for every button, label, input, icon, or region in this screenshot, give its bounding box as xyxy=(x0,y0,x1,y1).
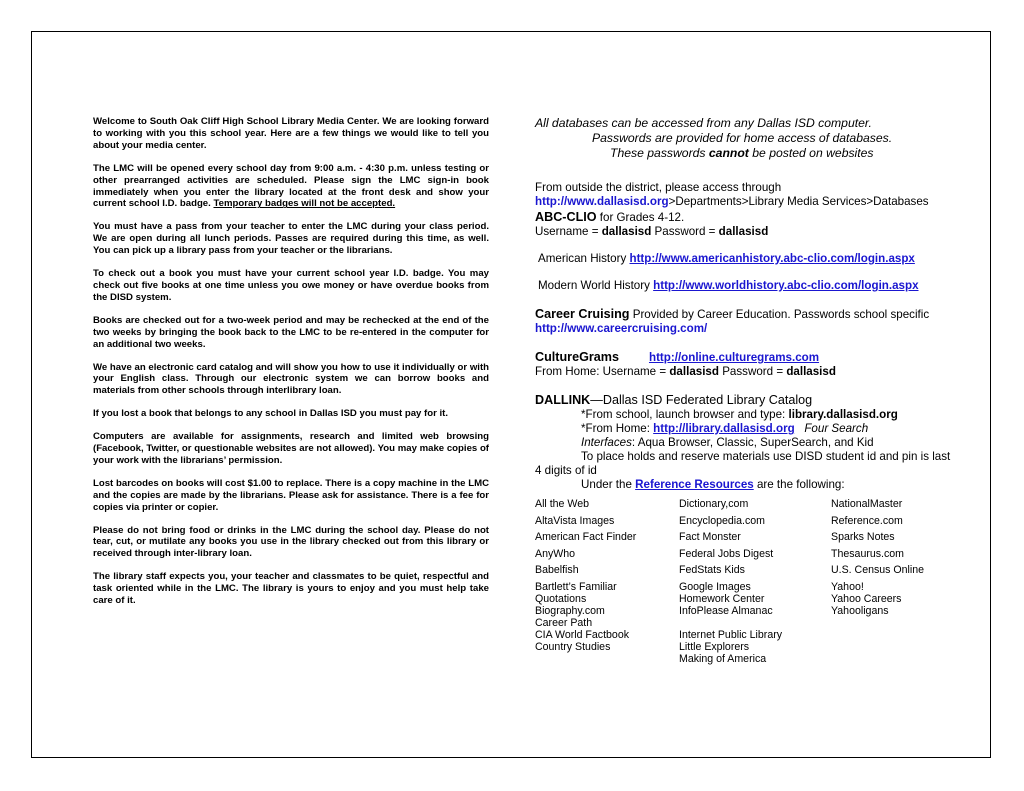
dallink-holds-line: To place holds and reserve materials use DISD student id and pin is last 4 digits of id xyxy=(535,450,951,477)
username-label: Username = xyxy=(535,225,602,238)
list-item: American Fact Finder xyxy=(535,531,637,543)
databases-intro xyxy=(535,116,955,161)
list-item: U.S. Census Online xyxy=(831,564,925,576)
food-paragraph: Please do not bring food or drinks in the LMC during the school day. Please do not tear, cut, or mutilate any books you use in the library checked out from this library or received through inter-library loan. xyxy=(93,524,489,560)
list-item: Biography.com xyxy=(535,605,605,617)
intro-line-3-a: These passwords xyxy=(610,146,709,160)
list-item: Reference.com xyxy=(831,515,903,527)
list-item: InfoPlease Almanac xyxy=(679,605,773,617)
hours-paragraph xyxy=(93,163,489,211)
list-item: Bartlett’s Familiar xyxy=(535,581,617,593)
recheck-paragraph: Books are checked out for a two-week period and may be rechecked at the end of the two weeks by bringing the book back to the LMC to be re-entered in the computer for an additional two weeks. xyxy=(93,314,489,350)
list-item: Quotations xyxy=(535,593,587,605)
american-history-line xyxy=(535,252,955,266)
career-cruising-link-line xyxy=(535,322,955,336)
temporary-badge-note: Temporary badges will not be accepted. xyxy=(213,198,396,210)
outside-access-text: From outside the district, please access through xyxy=(535,181,782,194)
list-item: Homework Center xyxy=(679,593,765,605)
dallink-home-label: *From Home: xyxy=(581,422,654,435)
password-value: dallasisd xyxy=(718,225,769,238)
career-cruising-line xyxy=(535,307,955,322)
modern-world-history-line xyxy=(535,279,955,293)
career-cruising-title: Career Cruising xyxy=(535,307,630,321)
modern-world-history-label: Modern World History xyxy=(538,279,654,292)
list-item: AltaVista Images xyxy=(535,515,615,527)
intro-line-3-c: be posted on websites xyxy=(748,146,874,160)
list-item: Yahoo! xyxy=(831,581,864,593)
list-item: Yahoo Careers xyxy=(831,593,902,605)
checkout-paragraph: To check out a book you must have your current school year I.D. badge. You may check out five books at one time unless you owe money or have overdue books from the DISD system. xyxy=(93,268,489,303)
career-cruising-section xyxy=(535,307,955,336)
databases-column xyxy=(535,116,955,492)
abc-clio-desc: for Grades 4-12. xyxy=(596,211,685,224)
reference-resources-link[interactable]: Reference Resources xyxy=(635,478,754,491)
list-item: Little Explorers xyxy=(679,641,750,653)
list-item: Career Path xyxy=(535,617,593,629)
list-item: CIA World Factbook xyxy=(535,629,630,641)
list-item: Federal Jobs Digest xyxy=(679,548,774,560)
cg-home-label: From Home: Username = xyxy=(535,365,670,378)
list-item: Internet Public Library xyxy=(679,629,783,641)
american-history-link[interactable]: http://www.americanhistory.abc-clio.com/login.aspx xyxy=(629,252,915,265)
dallink-heading-line xyxy=(535,393,955,408)
dallink-four-search: Four Search xyxy=(804,422,869,435)
dallink-interfaces-line xyxy=(535,436,955,450)
list-item: Thesaurus.com xyxy=(831,548,905,560)
list-item: FedStats Kids xyxy=(679,564,745,576)
reference-after: are the following: xyxy=(753,478,845,491)
dallasisd-link[interactable]: http://www.dallasisd.org xyxy=(535,195,669,208)
dallink-interfaces-list: : Aqua Browser, Classic, SuperSearch, and Kid xyxy=(631,436,874,449)
pass-paragraph: You must have a pass from your teacher to enter the LMC during your class period. We are open during all lunch periods. Passes are required during this time, as well. You can pick up a library pass from your teacher or the librarians. xyxy=(93,221,489,257)
abc-clio-section xyxy=(535,210,955,293)
catalog-paragraph: We have an electronic card catalog and will show you how to use it individually or with your English class. Through our electronic system we can borrow books and materials from other schools through interlibrary loan. xyxy=(93,361,489,397)
abc-clio-heading-line xyxy=(535,210,955,225)
career-cruising-link[interactable]: http://www.careercruising.com/ xyxy=(535,322,708,335)
hours-text: The LMC will be opened every school day from 9:00 a.m. - 4:30 p.m. unless testing or other prearranged activities are scheduled. Please sign the LMC sign-in book immediately when you enter the library located at the front desk and show your current school I.D. badge. xyxy=(93,162,489,210)
reference-resources-line xyxy=(535,478,955,492)
list-item: Babelfish xyxy=(535,564,579,576)
barcodes-paragraph: Lost barcodes on books will cost $1.00 to replace. There is a copy machine in the LMC and the copies are made by the librarians. Please ask for assistance. There is a fee for copies via printer or copier. xyxy=(93,477,489,513)
culturegrams-link[interactable]: http://online.culturegrams.com xyxy=(648,351,820,364)
intro-line-2: Passwords are provided for home access of databases. xyxy=(592,131,893,145)
intro-line-1: All databases can be accessed from any Dallas ISD computer. xyxy=(535,116,872,130)
dallas-path-line xyxy=(535,195,955,209)
dallink-section xyxy=(535,393,955,492)
list-item: Country Studies xyxy=(535,641,611,653)
dallink-home-link[interactable]: http://library.dallasisd.org xyxy=(653,422,795,435)
password-label: Password = xyxy=(651,225,719,238)
abc-clio-title: ABC-CLIO xyxy=(535,210,597,224)
list-item: Making of America xyxy=(679,653,767,665)
cg-username: dallasisd xyxy=(669,365,719,378)
reference-under: Under the xyxy=(581,478,636,491)
culturegrams-line xyxy=(535,350,955,365)
dallas-path: >Departments>Library Media Services>Databases xyxy=(668,195,929,208)
dallink-school-url: library.dallasisd.org xyxy=(788,408,898,421)
dallink-home-line xyxy=(535,422,955,436)
cg-password: dallasisd xyxy=(786,365,836,378)
computers-paragraph: Computers are available for assignments, research and limited web browsing (Facebook, Twitter, or questionable websites are not allowed). You may make copies of your work with the librarians’ permission. xyxy=(93,431,489,466)
list-item: Yahooligans xyxy=(831,605,889,617)
intro-line-3-cannot: cannot xyxy=(708,146,749,160)
dallink-desc: —Dallas ISD Federated Library Catalog xyxy=(590,393,813,407)
username-value: dallasisd xyxy=(601,225,652,238)
list-item: AnyWho xyxy=(535,548,576,560)
lost-book-paragraph: If you lost a book that belongs to any school in Dallas ISD you must pay for it. xyxy=(93,408,449,420)
dallink-school-line xyxy=(535,408,955,422)
american-history-label: American History xyxy=(538,252,630,265)
list-item: Google Images xyxy=(679,581,751,593)
list-item: All the Web xyxy=(535,498,589,510)
welcome-paragraph: Welcome to South Oak Cliff High School Library Media Center. We are looking forward to working with you this school year. Here are a few things we would like to tell you about your media center. xyxy=(93,116,489,151)
list-item: Fact Monster xyxy=(679,531,741,543)
abc-clio-credentials xyxy=(535,225,955,239)
modern-world-history-link[interactable]: http://www.worldhistory.abc-clio.com/login.aspx xyxy=(653,279,919,292)
list-item: Dictionary,com xyxy=(679,498,749,510)
dallink-school-label: *From school, launch browser and type: xyxy=(581,408,789,421)
dallink-title: DALLINK xyxy=(535,393,591,407)
cg-password-label: Password = xyxy=(718,365,787,378)
list-item: NationalMaster xyxy=(831,498,903,510)
expectations-paragraph: The library staff expects you, your teacher and classmates to be quiet, respectful and task oriented while in the LMC. The library is yours to enjoy and you must help take care of it. xyxy=(93,571,489,607)
culturegrams-credentials xyxy=(535,365,955,379)
library-rules-column xyxy=(93,116,489,618)
intro-line-3 xyxy=(535,146,955,161)
dallink-interfaces-label: Interfaces xyxy=(581,436,632,449)
outside-access xyxy=(535,181,955,209)
career-cruising-desc: Provided by Career Education. Passwords school specific xyxy=(629,308,930,321)
list-item: Sparks Notes xyxy=(831,531,895,543)
culturegrams-title: CultureGrams xyxy=(535,350,619,364)
culturegrams-section xyxy=(535,350,955,379)
list-item: Encyclopedia.com xyxy=(679,515,765,527)
